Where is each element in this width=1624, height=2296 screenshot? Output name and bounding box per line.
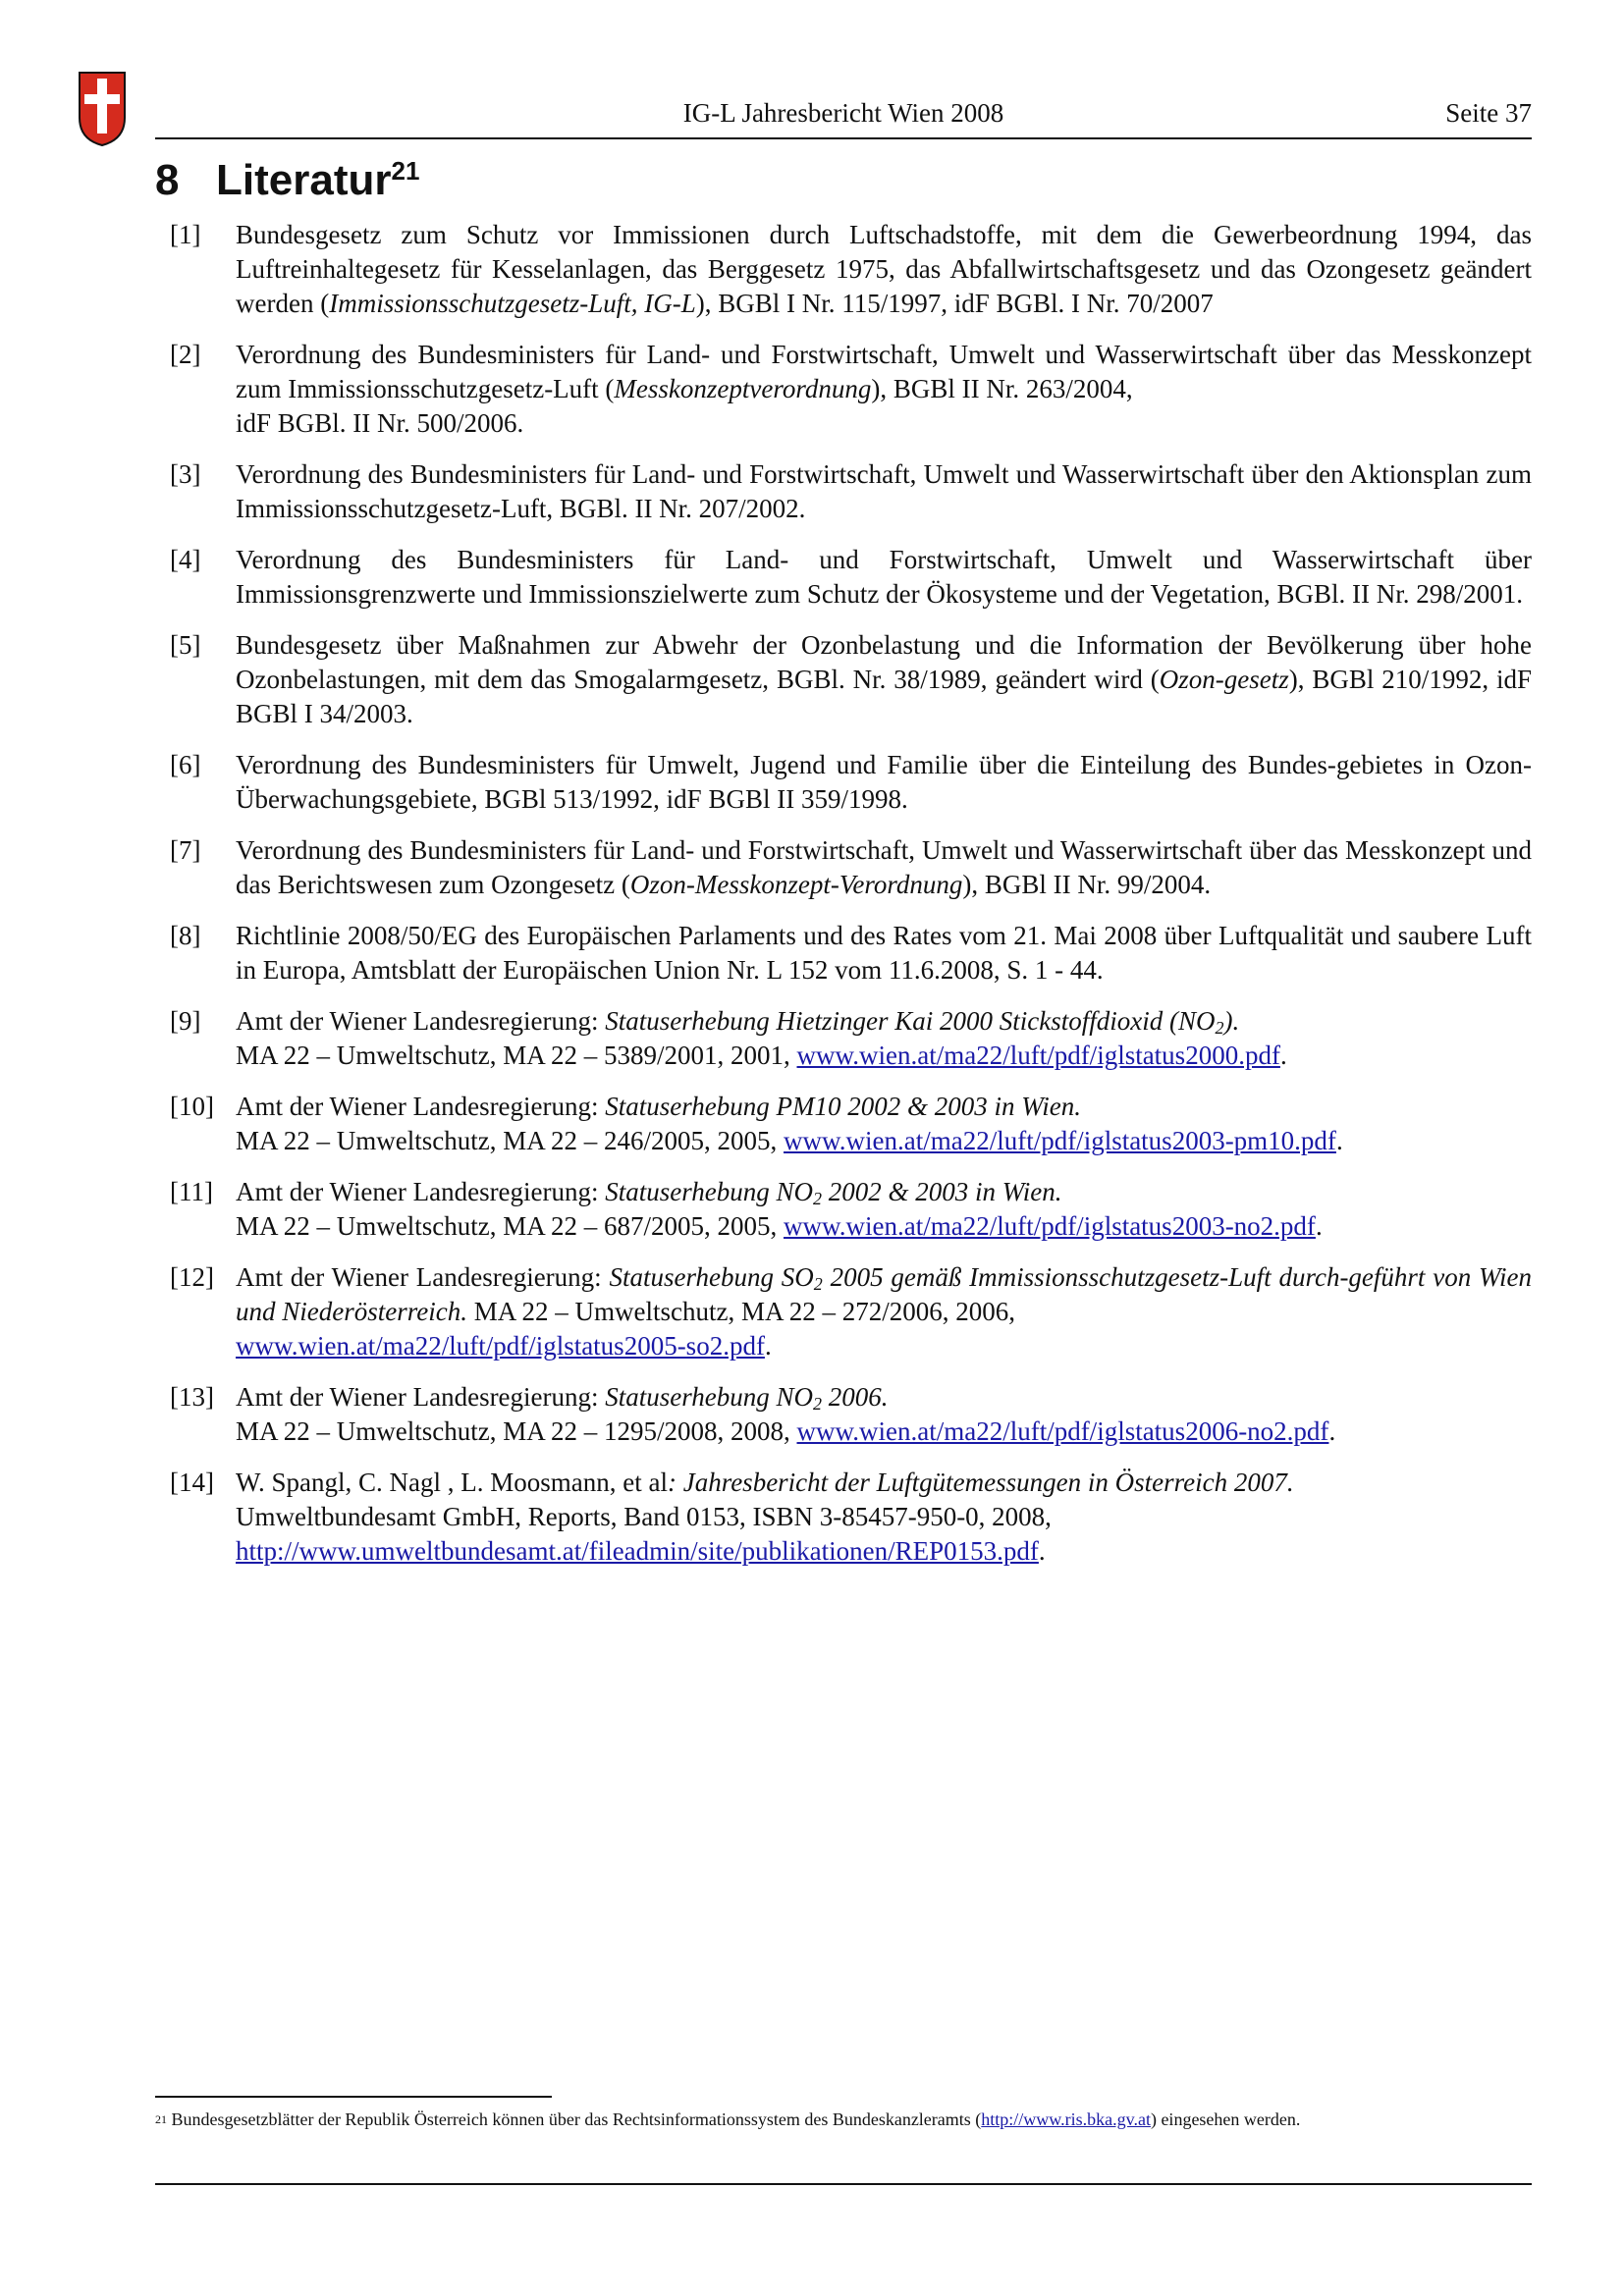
reference-title-italic: Statuserhebung Hietzinger Kai 2000 Stickstoffdioxid (NO — [605, 1006, 1216, 1036]
reference-number: [13] — [170, 1382, 214, 1412]
reference-number: [5] — [170, 630, 201, 660]
reference-text: . — [1328, 1416, 1336, 1446]
reference-text: MA 22 – Umweltschutz, MA 22 – 1295/2008, 2008, — [236, 1416, 797, 1446]
reference-link[interactable]: www.wien.at/ma22/luft/pdf/iglstatus2006-no2.pdf — [796, 1416, 1329, 1446]
reference-title-italic: Messkonzeptverordnung — [614, 374, 872, 403]
subscript — [1216, 1018, 1224, 1038]
reference-number: [6] — [170, 750, 201, 779]
subscript-text: 2 — [813, 1189, 823, 1208]
subscript-text: 2 — [813, 1394, 823, 1414]
page-header — [155, 98, 1532, 139]
reference-text: ), BGBl II Nr. 263/2004, — [871, 374, 1133, 403]
footnote — [155, 2107, 1532, 2132]
reference-number: [14] — [170, 1468, 214, 1497]
reference-text: Amt der Wiener Landesregierung: — [236, 1177, 606, 1206]
reference-title-italic: Statuserhebung NO — [605, 1382, 814, 1412]
reference-text: . — [1038, 1536, 1046, 1566]
reference-text: Amt der Wiener Landesregierung: — [236, 1006, 606, 1036]
reference-text: idF BGBl. II Nr. 500/2006. — [236, 408, 524, 438]
footnote-text-after: ) eingesehen werden. — [1150, 2109, 1301, 2129]
reference-link[interactable]: www.wien.at/ma22/luft/pdf/iglstatus2003-pm10.pdf — [784, 1126, 1336, 1155]
reference-number: [2] — [170, 340, 201, 369]
reference-text: . — [1279, 1041, 1287, 1070]
footnote-text-before: Bundesgesetzblätter der Republik Österreich können über das Rechtsinformationssystem des Bundeskanzleramts ( — [167, 2109, 982, 2129]
reference-item — [155, 919, 1532, 988]
reference-item — [155, 457, 1532, 526]
reference-text: ), BGBl 210/1992, idF BGBl I 34/2003. — [236, 665, 1532, 728]
reference-title-italic: Immissionsschutzgesetz-Luft, IG-L — [329, 289, 696, 318]
reference-title-italic: Statuserhebung SO — [609, 1262, 814, 1292]
reference-text: Amt der Wiener Landesregierung: — [236, 1092, 606, 1121]
reference-title-italic: Ozon-gesetz — [1159, 665, 1289, 694]
reference-text: . — [1335, 1126, 1343, 1155]
reference-title-italic: Statuserhebung NO — [605, 1177, 814, 1206]
reference-list — [155, 218, 1532, 1585]
reference-text: W. Spangl, C. Nagl , L. Moosmann, et al — [236, 1468, 668, 1497]
reference-text: Richtlinie 2008/50/EG des Europäischen Parlaments und des Rates vom 21. Mai 2008 über Luftqualität und saubere Luft in Europa, Amtsblatt der Europäischen Union Nr. L 152 vom 11.6.2008, S. 1 - 44. — [236, 921, 1532, 985]
reference-item — [155, 543, 1532, 612]
vienna-coat-of-arms-logo — [78, 71, 127, 147]
reference-text: ), BGBl II Nr. 99/2004. — [962, 870, 1212, 899]
heading-footnote-mark: 21 — [391, 156, 420, 186]
reference-title-italic: 2006. — [822, 1382, 889, 1412]
reference-text: Verordnung des Bundesministers für Land- und Forstwirtschaft, Umwelt und Wasserwirtschaft über das Messkonzept und das Berichtswesen zum Ozongesetz ( — [236, 835, 1532, 899]
section-title: Literatur — [216, 156, 392, 204]
reference-number: [12] — [170, 1262, 214, 1292]
reference-text: MA 22 – Umweltschutz, MA 22 – 272/2006, 2006, — [466, 1297, 1015, 1326]
reference-item — [155, 628, 1532, 731]
reference-title-italic: 2005 gemäß Immissionsschutzgesetz-Luft durch-geführt von Wien und Niederösterreich. — [236, 1262, 1532, 1326]
reference-link[interactable]: www.wien.at/ma22/luft/pdf/iglstatus2005-so2.pdf — [236, 1331, 765, 1361]
reference-number: [9] — [170, 1006, 201, 1036]
reference-title-italic: 2002 & 2003 in Wien. — [822, 1177, 1062, 1206]
reference-title-italic: : Jahresbericht der Luftgütemessungen in Österreich 2007. — [667, 1468, 1294, 1497]
subscript-text: 2 — [813, 1274, 823, 1294]
reference-item — [155, 748, 1532, 817]
subscript — [813, 1394, 822, 1414]
header-page-number: Seite 37 — [1445, 98, 1532, 128]
reference-item — [155, 218, 1532, 321]
reference-text: MA 22 – Umweltschutz, MA 22 – 687/2005, 2005, — [236, 1211, 784, 1241]
footnote-link[interactable]: http://www.ris.bka.gv.at — [981, 2109, 1151, 2129]
reference-text: ), BGBl I Nr. 115/1997, idF BGBl. I Nr. 70/2007 — [695, 289, 1214, 318]
section-heading — [155, 147, 419, 214]
reference-title-italic: ). — [1223, 1006, 1240, 1036]
reference-item — [155, 1004, 1532, 1073]
reference-text: MA 22 – Umweltschutz, MA 22 – 5389/2001, 2001, — [236, 1041, 797, 1070]
reference-number: [11] — [170, 1177, 213, 1206]
reference-number: [7] — [170, 835, 201, 865]
reference-title-italic: Statuserhebung PM10 2002 & 2003 in Wien. — [605, 1092, 1082, 1121]
footnote-divider — [155, 2096, 552, 2098]
reference-item — [155, 1175, 1532, 1244]
reference-text: Verordnung des Bundesministers für Land- und Forstwirtschaft, Umwelt und Wasserwirtschaft über das Messkonzept zum Immissionsschutzgesetz-Luft ( — [236, 340, 1532, 403]
subscript-text: 2 — [1215, 1018, 1224, 1038]
section-number: 8 — [155, 156, 180, 204]
reference-text: MA 22 – Umweltschutz, MA 22 – 246/2005, 2005, — [236, 1126, 784, 1155]
reference-link[interactable]: www.wien.at/ma22/luft/pdf/iglstatus2000.pdf — [796, 1041, 1280, 1070]
reference-text: . — [1315, 1211, 1323, 1241]
reference-item — [155, 833, 1532, 902]
reference-link[interactable]: www.wien.at/ma22/luft/pdf/iglstatus2003-no2.pdf — [784, 1211, 1316, 1241]
reference-text: Amt der Wiener Landesregierung: — [236, 1262, 610, 1292]
reference-link[interactable]: http://www.umweltbundesamt.at/fileadmin/site/publikationen/REP0153.pdf — [236, 1536, 1039, 1566]
reference-item — [155, 1380, 1532, 1449]
reference-number: [10] — [170, 1092, 214, 1121]
reference-text: Umweltbundesamt GmbH, Reports, Band 0153, ISBN 3-85457-950-0, 2008, — [236, 1502, 1052, 1531]
reference-number: [1] — [170, 220, 201, 249]
reference-text: Verordnung des Bundesministers für Land- und Forstwirtschaft, Umwelt und Wasserwirtschaft über den Aktionsplan zum Immissionsschutzgesetz-Luft, BGBl. II Nr. 207/2002. — [236, 459, 1532, 523]
reference-text: Verordnung des Bundesministers für Umwelt, Jugend und Familie über die Einteilung des Bundes-gebietes in Ozon-Überwachungsgebiete, BGBl 513/1992, idF BGBl II 359/1998. — [236, 750, 1532, 814]
reference-number: [4] — [170, 545, 201, 574]
reference-number: [8] — [170, 921, 201, 950]
reference-item — [155, 1260, 1532, 1363]
reference-text: Bundesgesetz zum Schutz vor Immissionen durch Luftschadstoffe, mit dem die Gewerbeordnung 1994, das Luftreinhaltegesetz für Kesselanlagen, das Berggesetz 1975, das Abfallwirtschaftsgesetz und das Ozongesetz geändert werden ( — [236, 220, 1532, 318]
reference-text: Verordnung des Bundesministers für Land- und Forstwirtschaft, Umwelt und Wasserwirtschaft über Immissionsgrenzwerte und Immissionszielwerte zum Schutz der Ökosysteme und der Vegetation, BGBl. II Nr. 298/2001. — [236, 545, 1532, 609]
reference-number: [3] — [170, 459, 201, 489]
reference-text: Amt der Wiener Landesregierung: — [236, 1382, 606, 1412]
reference-title-italic: Ozon-Messkonzept-Verordnung — [629, 870, 963, 899]
reference-item — [155, 338, 1532, 441]
subscript — [813, 1189, 822, 1208]
reference-text: Bundesgesetz über Maßnahmen zur Abwehr der Ozonbelastung und die Information der Bevölkerung über hohe Ozonbelastungen, mit dem das Smogalarmgesetz, BGBl. Nr. 38/1989, geändert wird ( — [236, 630, 1532, 694]
bottom-divider — [155, 2183, 1532, 2185]
subscript — [814, 1274, 823, 1294]
reference-item — [155, 1090, 1532, 1158]
header-title: IG-L Jahresbericht Wien 2008 — [682, 98, 1004, 128]
reference-text: . — [764, 1331, 772, 1361]
footnote-mark: 21 — [155, 2112, 167, 2126]
reference-item — [155, 1466, 1532, 1569]
